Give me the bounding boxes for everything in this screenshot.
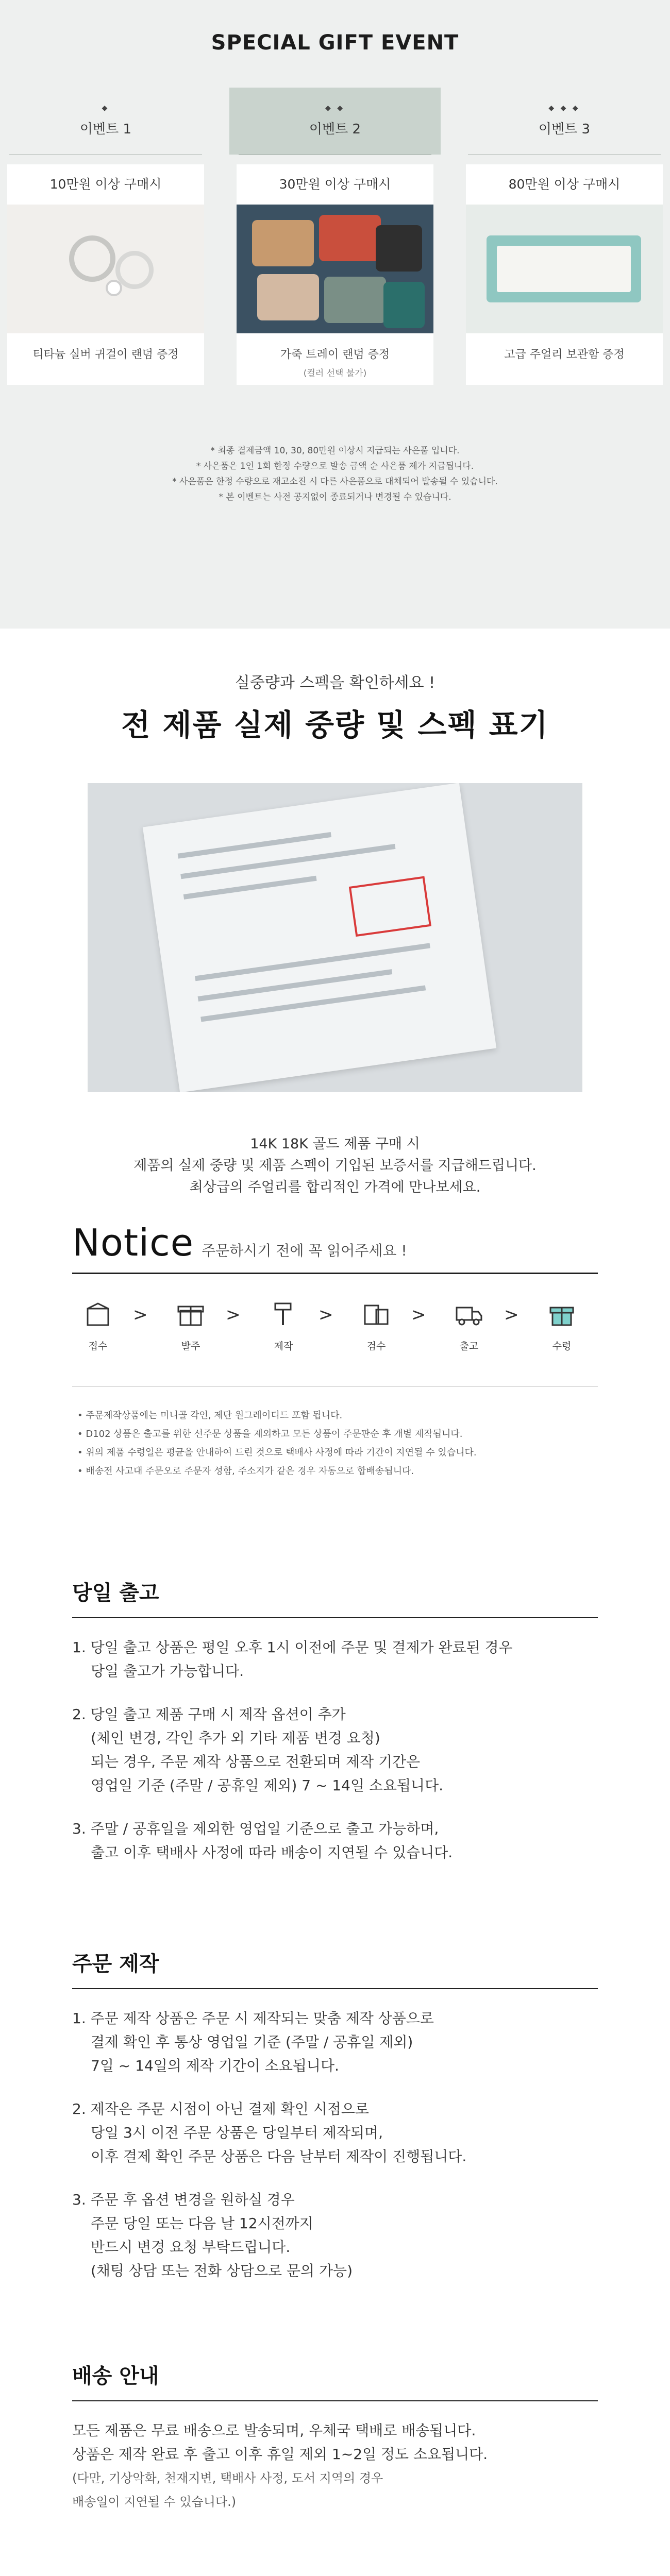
step-label: 수령 — [552, 1341, 572, 1352]
event-note: * 사은품은 한정 수량으로 재고소진 시 다른 사은품으로 대체되어 발송될 수 있습니다. — [172, 477, 498, 487]
step-label: 검수 — [366, 1341, 386, 1352]
event-note: * 본 이벤트는 사전 공지없이 종료되거나 변경될 수 있습니다. — [219, 492, 451, 502]
chevron-right-icon: > — [319, 1304, 333, 1325]
weight-desc-line: 제품의 실제 중량 및 제품 스펙이 기입된 보증서를 지급해드립니다. — [133, 1158, 537, 1174]
event-label: 이벤트 3 — [538, 122, 591, 137]
earring-photo — [7, 205, 204, 333]
chevron-right-icon: > — [504, 1304, 519, 1325]
event-condition: 80만원 이상 구매시 — [466, 164, 663, 205]
step-label: 접수 — [88, 1341, 108, 1352]
certificate-photo — [88, 783, 582, 1092]
order-made-section — [72, 1947, 598, 2302]
notice-bullet: • D102 상품은 출고를 위한 선주문 상품을 제외하고 모든 상품이 주문판순 후 개별 제작됩니다. — [77, 1425, 598, 1444]
event-card-2 — [229, 88, 441, 407]
event-card-3 — [459, 88, 670, 407]
notice-bullet: • 배송전 사고대 주문오로 주문자 성함, 주소지가 같은 경우 자동으로 합배송됩니다. — [77, 1462, 598, 1481]
event-condition: 30만원 이상 구매시 — [237, 164, 433, 205]
inspect-icon — [361, 1298, 392, 1329]
weight-description — [0, 1133, 670, 1198]
weight-desc-line: 14K 18K 골드 제품 구매 시 — [250, 1136, 420, 1152]
diamond-icon: ◆ ◆ ◆ — [548, 104, 580, 112]
list-item: 3. 주말 / 공휴일을 제외한 영업일 기준으로 출고 가능하며, 출고 이후 택배사 사정에 따라 배송이 지연될 수 있습니다. — [72, 1820, 453, 1861]
weight-desc-line: 최상급의 주얼리를 합리적인 가격에 만나보세요. — [189, 1179, 481, 1195]
delivery-line: 모든 제품은 무료 배송으로 발송되며, 우체국 택배로 배송됩니다. — [72, 2422, 476, 2439]
notice-bullet: • 주문제작상품에는 미니골 각인, 제단 원그레이디드 포함 됩니다. — [77, 1406, 598, 1425]
event-gift-label: 고급 주얼리 보관함 증정 — [504, 348, 625, 361]
same-day-section — [72, 1577, 598, 1884]
event-gift — [237, 333, 433, 385]
step-label: 발주 — [181, 1341, 200, 1352]
present-icon — [546, 1298, 577, 1329]
step-receipt — [72, 1298, 124, 1352]
list-item: 2. 제작은 주문 시점이 아닌 결제 확인 시점으로 당일 3시 이전 주문 상품은 당일부터 제작되며, 이후 결제 확인 주문 상품은 다음 날부터 제작이 진행됩니다. — [72, 2100, 467, 2165]
event-card-1 — [0, 88, 211, 407]
event-notes — [0, 443, 670, 505]
step-inspect — [350, 1298, 402, 1352]
gift-icon — [175, 1298, 206, 1329]
step-ship — [443, 1298, 495, 1352]
delivery-note: (다만, 기상악화, 천재지변, 택배사 사정, 도서 지역의 경우 — [72, 2471, 383, 2485]
notice-header — [72, 1221, 598, 1264]
step-order — [165, 1298, 216, 1352]
event-gift-label: 가죽 트레이 랜덤 증정 — [280, 348, 390, 361]
event-card-header — [229, 88, 441, 155]
event-note: * 최종 결제금액 10, 30, 80만원 이상시 지급되는 사은품 입니다. — [210, 446, 460, 456]
notice-bullets — [77, 1406, 598, 1481]
event-title: SPECIAL GIFT EVENT — [211, 31, 459, 55]
event-gift — [7, 333, 204, 385]
gift-event-section — [0, 0, 670, 629]
notice-bullet: • 위의 제품 수령일은 평균을 안내하여 드린 것으로 택배사 사정에 따라 기간이 지연될 수 있습니다. — [77, 1444, 598, 1462]
divider — [72, 1617, 598, 1618]
list-item: 3. 주문 후 옵션 변경을 원하실 경우 주문 당일 또는 다음 날 12시전까지 반드시 변경 요청 부탁드립니다. (채팅 상담 또는 전화 상담으로 문의 가능) — [72, 2191, 353, 2279]
leather-tray-photo — [237, 205, 433, 333]
event-gift-label: 티타늄 실버 귀걸이 랜덤 증정 — [32, 348, 179, 361]
step-label: 출고 — [459, 1341, 479, 1352]
hammer-icon — [268, 1298, 299, 1329]
weight-subtitle: 실중량과 스펙을 확인하세요 ! — [234, 674, 435, 692]
step-receive — [536, 1298, 588, 1352]
section-title: 배송 안내 — [72, 2364, 159, 2388]
event-gift — [466, 333, 663, 385]
event-label: 이벤트 1 — [79, 122, 132, 137]
list-item: 1. 주문 제작 상품은 주문 시 제작되는 맞춤 제작 상품으로 결제 확인 후 통상 영업일 기준 (주말 / 공휴일 제외) 7일 ~ 14일의 제작 기간이 소요됩니다. — [72, 2010, 434, 2074]
event-card-header — [459, 88, 670, 155]
divider — [72, 1988, 598, 1989]
event-label: 이벤트 2 — [309, 122, 361, 137]
event-gift-sub: (컬러 선택 불가) — [303, 368, 367, 379]
event-note: * 사은품은 1인 1회 한정 수량으로 발송 금액 순 사은품 제가 지급됩니다. — [196, 461, 474, 471]
notice-title: Notice — [72, 1221, 194, 1264]
event-condition: 10만원 이상 구매시 — [7, 164, 204, 205]
weight-title: 전 제품 실제 중량 및 스펙 표기 — [121, 707, 549, 742]
event-card-header — [0, 88, 211, 155]
diamond-icon: ◆ ◆ — [325, 104, 345, 112]
step-make — [258, 1298, 309, 1352]
list-item: 2. 당일 출고 제품 구매 시 제작 옵션이 추가 (체인 변경, 각인 추가 외 기타 제품 변경 요청) 되는 경우, 주문 제작 상품으로 전환되며 제작 기간은 영업일 기준 (주말 / 공휴일 제외) 7 ~ 14일 소요됩니다. — [72, 1706, 444, 1794]
delivery-section — [72, 2360, 598, 2514]
delivery-note: 배송일이 지연될 수 있습니다.) — [72, 2495, 237, 2509]
section-title: 주문 제작 — [72, 1952, 159, 1976]
divider — [72, 1273, 598, 1274]
step-label: 제작 — [274, 1341, 293, 1352]
chevron-right-icon: > — [226, 1304, 241, 1325]
delivery-line: 상품은 제작 완료 후 출고 이후 휴일 제외 1~2일 정도 소요됩니다. — [72, 2446, 488, 2463]
diamond-icon: ◆ — [102, 104, 110, 112]
box-icon — [82, 1298, 113, 1329]
truck-icon — [454, 1298, 484, 1329]
jewelry-box-photo — [466, 205, 663, 333]
section-title: 당일 출고 — [72, 1581, 159, 1605]
chevron-right-icon: > — [411, 1304, 426, 1325]
process-steps — [72, 1298, 598, 1376]
divider — [72, 2400, 598, 2401]
notice-subtitle: 주문하시기 전에 꼭 읽어주세요 ! — [202, 1242, 407, 1259]
chevron-right-icon: > — [133, 1304, 148, 1325]
list-item: 1. 당일 출고 상품은 평일 오후 1시 이전에 주문 및 결제가 완료된 경우 당일 출고가 가능합니다. — [72, 1639, 513, 1680]
